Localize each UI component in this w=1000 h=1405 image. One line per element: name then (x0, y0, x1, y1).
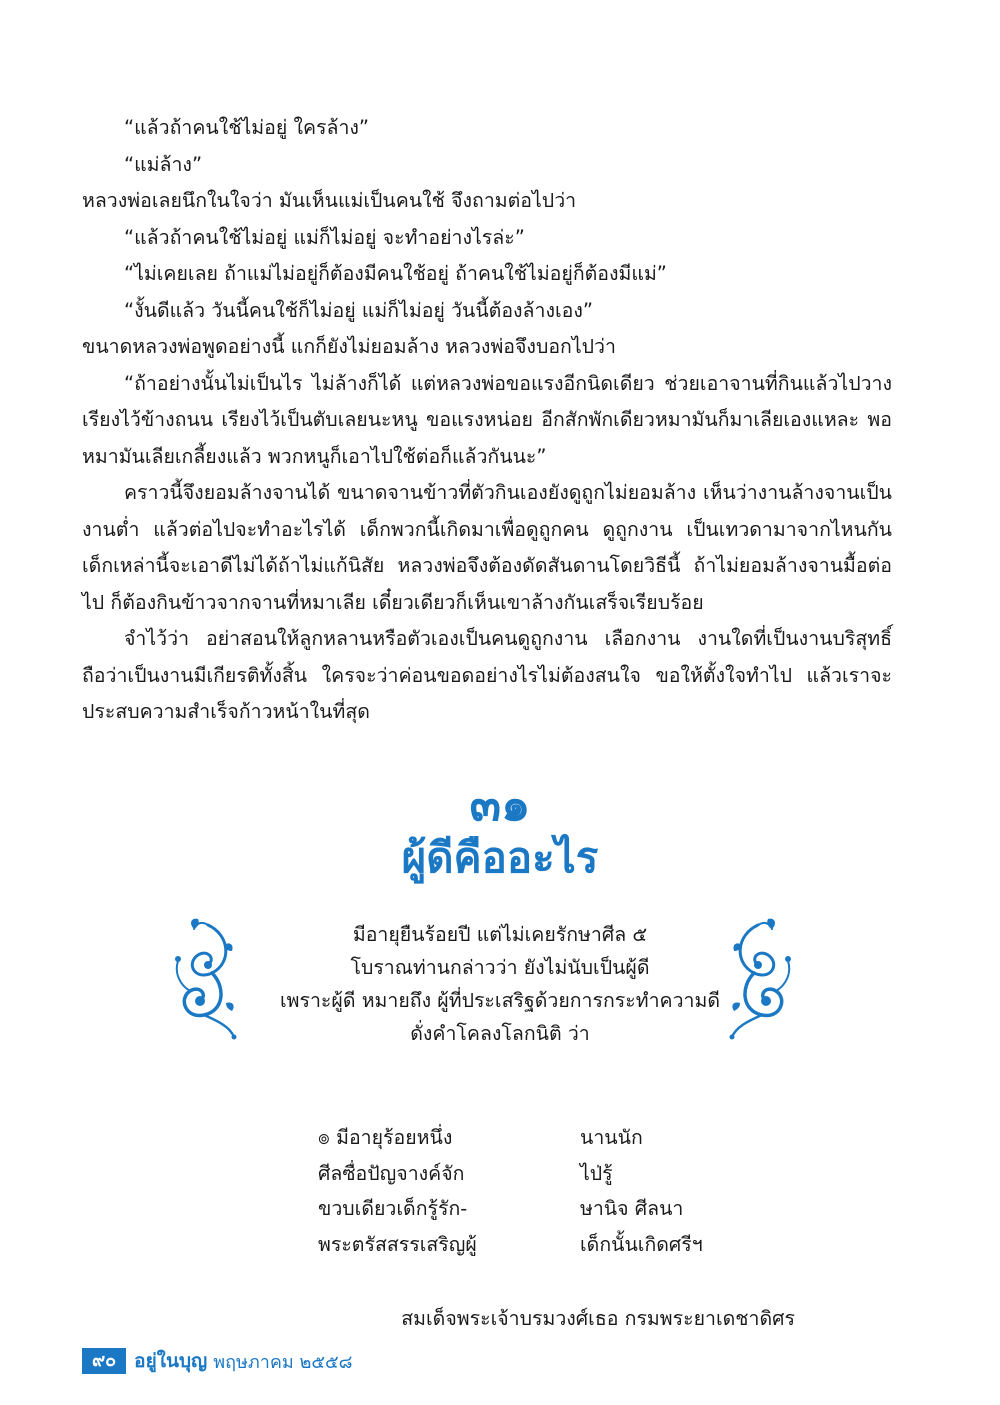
intro-line: โบราณท่านกล่าวว่า ยังไม่นับเป็นผู้ดี (350, 956, 650, 979)
poem-second-half: เด็กนั้นเกิดศรีฯ (580, 1232, 703, 1256)
intro-line: เพราะผู้ดี หมายถึง ผู้ที่ประเสริฐด้วยการกระทำความดี (279, 989, 720, 1012)
intro-line: ดั่งคำโคลงโลกนิติ ว่า (410, 1022, 590, 1045)
paragraph: “ถ้าอย่างนั้นไม่เป็นไร ไม่ล้างก็ได้ แต่หลวงพ่อขอแรงอีกนิดเดียว ช่วยเอาจานที่กินแล้วไปวางเรียงไว้ข้างถนน เรียงไว้เป็นตับเลยนะหนู ขอแรงหน่อย อีกสักพักเดียวหมามันก็มาเลียเองแหละ พอหมามันเลียเกลี้ยงแล้ว พวกหนูก็เอาไปใช้ต่อก็แล้วกันนะ” (82, 371, 892, 468)
page-number: ๙๐ (82, 1348, 126, 1374)
paragraph: “แล้วถ้าคนใช้ไม่อยู่ ใครล้าง” (124, 116, 370, 139)
poem-line (318, 1191, 703, 1227)
paragraph: “ไม่เคยเลย ถ้าแม่ไม่อยู่ก็ต้องมีคนใช้อยู่ ถ้าคนใช้ไม่อยู่ก็ต้องมีแม่” (124, 262, 667, 285)
ornament-swirl-icon (168, 915, 248, 1040)
poem-second-half: นานนัก (580, 1126, 643, 1149)
poem-first-half: ขวบเดียวเด็กรู้รัก- (318, 1197, 468, 1220)
paragraph: “งั้นดีแล้ว วันนี้คนใช้ก็ไม่อยู่ แม่ก็ไม่อยู่ วันนี้ต้องล้างเอง” (124, 298, 593, 322)
poem-second-half: ไป่รู้ (580, 1161, 613, 1185)
poem (318, 1120, 703, 1262)
paragraph: “แม่ล้าง” (124, 152, 203, 176)
issue-date: พฤษภาคม ๒๕๕๘ (213, 1351, 353, 1373)
paragraph: จำไว้ว่า อย่าสอนให้ลูกหลานหรือตัวเองเป็นคนดูถูกงาน เลือกงาน งานใดที่เป็นงานบริสุทธิ์ถือว่าเป็นงานมีเกียรติทั้งสิ้น ใครจะว่าค่อนขอดอย่างไรไม่ต้องสนใจ ขอให้ตั้งใจทำไป แล้วเราจะประสบความสำเร็จก้าวหน้าในที่สุด (82, 627, 892, 723)
intro-line: มีอายุยืนร้อยปี แต่ไม่เคยรักษาศีล ๕ (352, 923, 648, 946)
poem-first-half: พระตรัสสรรเสริญผู้ (318, 1232, 477, 1256)
page-footer (82, 1348, 352, 1374)
chapter-number: ๓๑ (469, 777, 531, 831)
paragraph: “แล้วถ้าคนใช้ไม่อยู่ แม่ก็ไม่อยู่ จะทำอย่างไรล่ะ” (124, 225, 525, 249)
poem-first-half: ศีลซื่อปัญจางค์จัก (318, 1161, 465, 1185)
poem-author: สมเด็จพระเจ้าบรมวงศ์เธอ กรมพระยาเดชาดิศร (401, 1307, 795, 1330)
poem-second-half: ษานิจ ศีลนา (580, 1197, 684, 1220)
chapter-title: ผู้ดีคืออะไร (401, 833, 599, 882)
poem-first-half: ๏ มีอายุร้อยหนึ่ง (318, 1126, 453, 1149)
magazine-name: อยู่ในบุญ (134, 1350, 208, 1372)
paragraph: ขนาดหลวงพ่อพูดอย่างนี้ แกก็ยังไม่ยอมล้าง หลวงพ่อจึงบอกไปว่า (82, 335, 616, 358)
paragraph: หลวงพ่อเลยนึกในใจว่า มันเห็นแม่เป็นคนใช้ จึงถามต่อไปว่า (82, 189, 577, 212)
intro-text (260, 918, 740, 1050)
paragraph: คราวนี้จึงยอมล้างจานได้ ขนาดจานข้าวที่ตัวกินเองยังดูถูกไม่ยอมล้าง เห็นว่างานล้างจานเป็นงานต่ำ แล้วต่อไปจะทำอะไรได้ เด็กพวกนี้เกิดมาเพื่อดูถูกคน ดูถูกงาน เป็นเทวดามาจากไหนกัน เด็กเหล่านี้จะเอาดีไม่ได้ถ้าไม่แก้นิสัย หลวงพ่อจึงต้องดัดสันดานโดยวิธีนี้ ถ้าไม่ยอมล้างจานมื้อต่อไป ก็ต้องกินข้าวจากจานที่หมาเลีย เดี๋ยวเดียวก็เห็นเขาล้างกันเสร็จเรียบร้อย (82, 481, 892, 614)
poem-line (318, 1227, 703, 1263)
body-text (82, 110, 892, 731)
poem-line (318, 1120, 703, 1156)
poem-line (318, 1156, 703, 1192)
